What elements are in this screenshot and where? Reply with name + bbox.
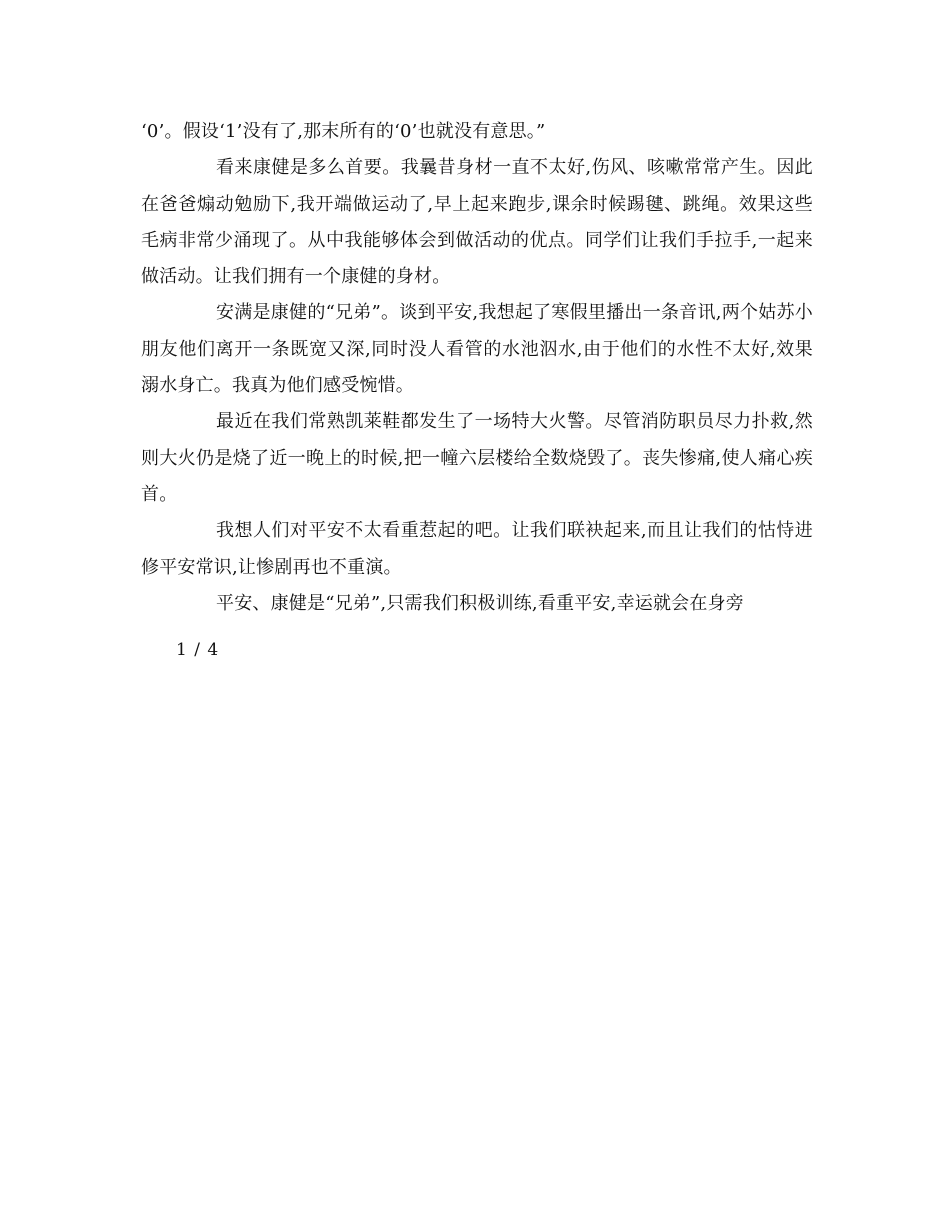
paragraph-4: 最近在我们常熟凯莱鞋都发生了一场特大火警。尽管消防职员尽力扑救,然则大火仍是烧了近一晚上的时候,把一幢六层楼给全数烧毁了。丧失惨痛,使人痛心疾首。	[141, 411, 813, 505]
paragraph-6: 平安、康健是“兄弟”,只需我们积极训练,看重平安,幸运就会在身旁	[216, 592, 744, 614]
page-number: 1 / 4	[176, 640, 220, 660]
paragraph-1: ‘0’。假设‘1’没有了,那末所有的‘0’也就没有意思。”	[141, 121, 546, 142]
paragraph-3: 安满是康健的“兄弟”。谈到平安,我想起了寒假里播出一条音讯,两个姑苏小朋友他们离开一条既宽又深,同时没人看管的水池泅水,由于他们的水性不太好,效果溺水身亡。我真为他们感受惋惜。	[141, 302, 813, 397]
body-text	[141, 114, 813, 622]
paragraph-5: 我想人们对平安不太看重惹起的吧。让我们联袂起来,而且让我们的怙恃进修平安常识,让惨剧再也不重演。	[141, 520, 813, 578]
paragraph-2: 看来康健是多么首要。我曩昔身材一直不太好,伤风、咳嗽常常产生。因此在爸爸煽动勉励下,我开端做运动了,早上起来跑步,课余时候踢毽、跳绳。效果这些毛病非常少涌现了。从中我能够体会到做活动的优点。同学们让我们手拉手,一起来做活动。让我们拥有一个康健的身材。	[141, 157, 813, 288]
